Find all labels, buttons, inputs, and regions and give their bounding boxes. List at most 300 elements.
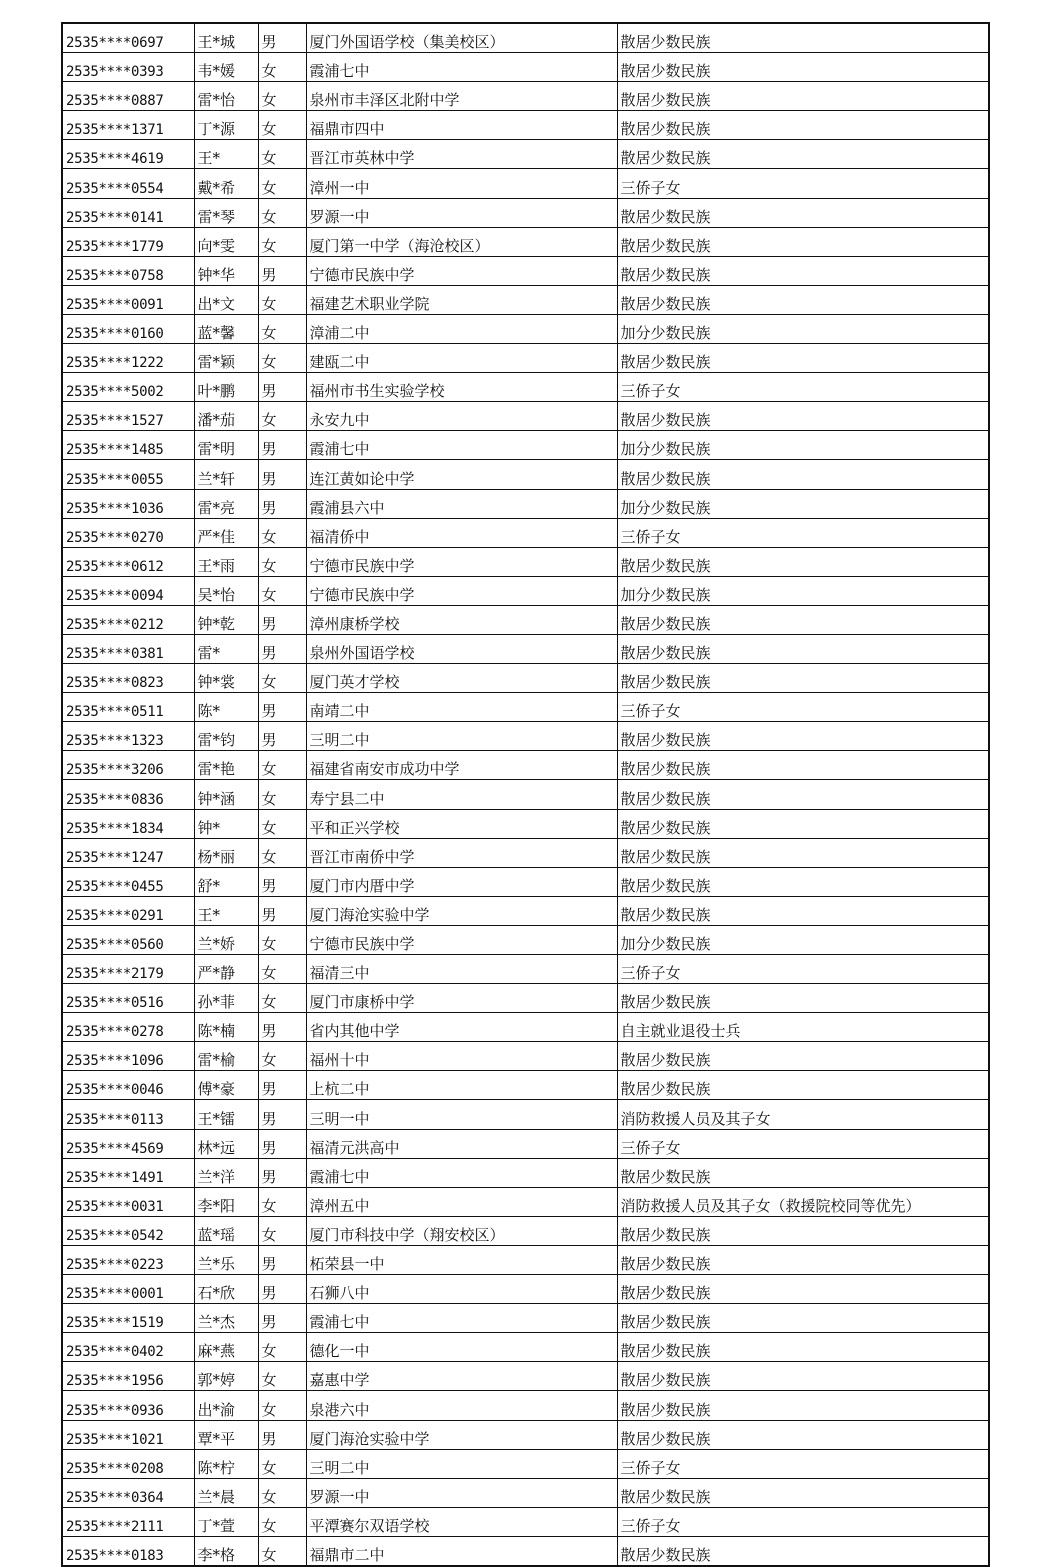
student-name-cell: 麻*燕 (194, 1333, 258, 1362)
student-name-cell: 雷*颖 (194, 344, 258, 373)
gender-cell: 女 (258, 198, 306, 227)
table-row (62, 1071, 989, 1100)
table-row (62, 198, 989, 227)
category-cell: 散居少数民族 (617, 984, 989, 1013)
exam-id-cell: 2535****1222 (62, 344, 194, 373)
table-row (62, 1275, 989, 1304)
table-row (62, 547, 989, 576)
exam-id-cell: 2535****0055 (62, 460, 194, 489)
gender-cell: 女 (258, 1187, 306, 1216)
table-row (62, 1391, 989, 1420)
roster-body (62, 23, 989, 1566)
school-cell: 漳州一中 (306, 169, 617, 198)
gender-cell: 女 (258, 1391, 306, 1420)
gender-cell: 男 (258, 693, 306, 722)
school-cell: 平和正兴学校 (306, 809, 617, 838)
student-name-cell: 王* (194, 140, 258, 169)
school-cell: 厦门英才学校 (306, 664, 617, 693)
exam-id-cell: 2535****0542 (62, 1216, 194, 1245)
category-cell: 散居少数民族 (617, 1245, 989, 1274)
gender-cell: 女 (258, 344, 306, 373)
gender-cell: 男 (258, 1304, 306, 1333)
gender-cell: 女 (258, 1333, 306, 1362)
table-row (62, 111, 989, 140)
gender-cell: 女 (258, 1042, 306, 1071)
gender-cell: 女 (258, 1478, 306, 1507)
exam-id-cell: 2535****1779 (62, 227, 194, 256)
table-row (62, 285, 989, 314)
exam-id-cell: 2535****0160 (62, 314, 194, 343)
student-name-cell: 潘*茄 (194, 402, 258, 431)
exam-id-cell: 2535****5002 (62, 373, 194, 402)
student-name-cell: 丁*萱 (194, 1507, 258, 1536)
exam-id-cell: 2535****0046 (62, 1071, 194, 1100)
exam-id-cell: 2535****1247 (62, 838, 194, 867)
gender-cell: 男 (258, 1100, 306, 1129)
student-name-cell: 韦*媛 (194, 53, 258, 82)
exam-id-cell: 2535****0091 (62, 285, 194, 314)
table-row (62, 634, 989, 663)
category-cell: 消防救援人员及其子女（救援院校同等优先） (617, 1187, 989, 1216)
gender-cell: 男 (258, 373, 306, 402)
table-row (62, 460, 989, 489)
student-name-cell: 雷*怡 (194, 82, 258, 111)
student-name-cell: 雷*钧 (194, 722, 258, 751)
category-cell: 散居少数民族 (617, 547, 989, 576)
student-name-cell: 吴*怡 (194, 576, 258, 605)
gender-cell: 男 (258, 867, 306, 896)
category-cell: 散居少数民族 (617, 111, 989, 140)
school-cell: 福清元洪高中 (306, 1129, 617, 1158)
exam-id-cell: 2535****1956 (62, 1362, 194, 1391)
school-cell: 福清三中 (306, 955, 617, 984)
student-name-cell: 严*佳 (194, 518, 258, 547)
student-name-cell: 钟*华 (194, 256, 258, 285)
gender-cell: 男 (258, 1275, 306, 1304)
student-name-cell: 出*文 (194, 285, 258, 314)
table-row (62, 1216, 989, 1245)
student-name-cell: 覃*平 (194, 1420, 258, 1449)
student-name-cell: 雷*榆 (194, 1042, 258, 1071)
student-name-cell: 钟* (194, 809, 258, 838)
school-cell: 福州市书生实验学校 (306, 373, 617, 402)
gender-cell: 女 (258, 227, 306, 256)
category-cell: 散居少数民族 (617, 1536, 989, 1566)
table-row (62, 140, 989, 169)
table-row (62, 1362, 989, 1391)
table-row (62, 1420, 989, 1449)
table-row (62, 314, 989, 343)
table-row (62, 518, 989, 547)
table-row (62, 1042, 989, 1071)
student-name-cell: 向*雯 (194, 227, 258, 256)
table-row (62, 1129, 989, 1158)
category-cell: 加分少数民族 (617, 489, 989, 518)
category-cell: 三侨子女 (617, 373, 989, 402)
exam-id-cell: 2535****0393 (62, 53, 194, 82)
student-name-cell: 钟*涵 (194, 780, 258, 809)
gender-cell: 女 (258, 780, 306, 809)
gender-cell: 女 (258, 576, 306, 605)
exam-id-cell: 2535****1371 (62, 111, 194, 140)
category-cell: 散居少数民族 (617, 256, 989, 285)
gender-cell: 女 (258, 955, 306, 984)
exam-id-cell: 2535****1036 (62, 489, 194, 518)
table-row (62, 838, 989, 867)
table-row (62, 1333, 989, 1362)
school-cell: 泉州外国语学校 (306, 634, 617, 663)
exam-id-cell: 2535****0141 (62, 198, 194, 227)
category-cell: 散居少数民族 (617, 1333, 989, 1362)
table-row (62, 344, 989, 373)
student-name-cell: 出*渝 (194, 1391, 258, 1420)
exam-id-cell: 2535****4619 (62, 140, 194, 169)
student-name-cell: 钟*乾 (194, 605, 258, 634)
exam-id-cell: 2535****4569 (62, 1129, 194, 1158)
exam-id-cell: 2535****1527 (62, 402, 194, 431)
exam-id-cell: 2535****0758 (62, 256, 194, 285)
exam-id-cell: 2535****0560 (62, 925, 194, 954)
school-cell: 寿宁县二中 (306, 780, 617, 809)
exam-id-cell: 2535****0554 (62, 169, 194, 198)
exam-id-cell: 2535****0823 (62, 664, 194, 693)
school-cell: 三明一中 (306, 1100, 617, 1129)
school-cell: 宁德市民族中学 (306, 547, 617, 576)
category-cell: 散居少数民族 (617, 751, 989, 780)
category-cell: 加分少数民族 (617, 925, 989, 954)
exam-id-cell: 2535****1834 (62, 809, 194, 838)
exam-id-cell: 2535****0223 (62, 1245, 194, 1274)
category-cell: 加分少数民族 (617, 431, 989, 460)
exam-id-cell: 2535****0516 (62, 984, 194, 1013)
gender-cell: 男 (258, 460, 306, 489)
exam-id-cell: 2535****1519 (62, 1304, 194, 1333)
gender-cell: 男 (258, 1158, 306, 1187)
student-name-cell: 严*静 (194, 955, 258, 984)
school-cell: 福清侨中 (306, 518, 617, 547)
school-cell: 宁德市民族中学 (306, 256, 617, 285)
exam-id-cell: 2535****0381 (62, 634, 194, 663)
table-row (62, 1507, 989, 1536)
student-name-cell: 杨*丽 (194, 838, 258, 867)
student-name-cell: 蓝*瑶 (194, 1216, 258, 1245)
category-cell: 三侨子女 (617, 1449, 989, 1478)
exam-id-cell: 2535****0278 (62, 1013, 194, 1042)
category-cell: 散居少数民族 (617, 605, 989, 634)
gender-cell: 女 (258, 1507, 306, 1536)
exam-id-cell: 2535****0936 (62, 1391, 194, 1420)
gender-cell: 女 (258, 547, 306, 576)
gender-cell: 男 (258, 1129, 306, 1158)
school-cell: 漳浦二中 (306, 314, 617, 343)
category-cell: 散居少数民族 (617, 1275, 989, 1304)
school-cell: 厦门海沧实验中学 (306, 1420, 617, 1449)
category-cell: 三侨子女 (617, 1507, 989, 1536)
exam-id-cell: 2535****0094 (62, 576, 194, 605)
student-name-cell: 王*城 (194, 23, 258, 53)
school-cell: 厦门第一中学（海沧校区） (306, 227, 617, 256)
exam-id-cell: 2535****0001 (62, 1275, 194, 1304)
student-name-cell: 雷*艳 (194, 751, 258, 780)
category-cell: 散居少数民族 (617, 896, 989, 925)
category-cell: 散居少数民族 (617, 460, 989, 489)
school-cell: 泉州市丰泽区北附中学 (306, 82, 617, 111)
exam-id-cell: 2535****0212 (62, 605, 194, 634)
gender-cell: 女 (258, 664, 306, 693)
gender-cell: 男 (258, 722, 306, 751)
student-name-cell: 陈*楠 (194, 1013, 258, 1042)
gender-cell: 男 (258, 896, 306, 925)
school-cell: 霞浦县六中 (306, 489, 617, 518)
category-cell: 散居少数民族 (617, 1158, 989, 1187)
exam-id-cell: 2535****1323 (62, 722, 194, 751)
school-cell: 德化一中 (306, 1333, 617, 1362)
category-cell: 散居少数民族 (617, 722, 989, 751)
student-name-cell: 雷*亮 (194, 489, 258, 518)
category-cell: 散居少数民族 (617, 1420, 989, 1449)
student-name-cell: 兰*轩 (194, 460, 258, 489)
table-row (62, 780, 989, 809)
gender-cell: 女 (258, 285, 306, 314)
gender-cell: 女 (258, 140, 306, 169)
school-cell: 连江黄如论中学 (306, 460, 617, 489)
table-row (62, 576, 989, 605)
gender-cell: 女 (258, 111, 306, 140)
table-row (62, 722, 989, 751)
exam-id-cell: 2535****2179 (62, 955, 194, 984)
student-name-cell: 兰*乐 (194, 1245, 258, 1274)
exam-id-cell: 2535****0455 (62, 867, 194, 896)
table-row (62, 693, 989, 722)
table-row (62, 925, 989, 954)
exam-id-cell: 2535****2111 (62, 1507, 194, 1536)
category-cell: 散居少数民族 (617, 402, 989, 431)
category-cell: 散居少数民族 (617, 23, 989, 53)
roster-table (61, 22, 990, 1567)
student-name-cell: 王*雨 (194, 547, 258, 576)
table-row (62, 489, 989, 518)
table-row (62, 867, 989, 896)
student-name-cell: 郭*婷 (194, 1362, 258, 1391)
school-cell: 厦门外国语学校（集美校区） (306, 23, 617, 53)
exam-id-cell: 2535****0031 (62, 1187, 194, 1216)
category-cell: 散居少数民族 (617, 634, 989, 663)
exam-id-cell: 2535****0836 (62, 780, 194, 809)
table-row (62, 53, 989, 82)
table-row (62, 431, 989, 460)
student-name-cell: 陈*柠 (194, 1449, 258, 1478)
school-cell: 嘉惠中学 (306, 1362, 617, 1391)
category-cell: 三侨子女 (617, 169, 989, 198)
student-name-cell: 王* (194, 896, 258, 925)
school-cell: 南靖二中 (306, 693, 617, 722)
school-cell: 霞浦七中 (306, 1304, 617, 1333)
exam-id-cell: 2535****0291 (62, 896, 194, 925)
gender-cell: 女 (258, 809, 306, 838)
category-cell: 散居少数民族 (617, 227, 989, 256)
school-cell: 晋江市南侨中学 (306, 838, 617, 867)
table-row (62, 1478, 989, 1507)
category-cell: 自主就业退役士兵 (617, 1013, 989, 1042)
table-row (62, 1158, 989, 1187)
school-cell: 福州十中 (306, 1042, 617, 1071)
student-name-cell: 王*镭 (194, 1100, 258, 1129)
table-row (62, 751, 989, 780)
student-name-cell: 李*格 (194, 1536, 258, 1566)
student-name-cell: 兰*洋 (194, 1158, 258, 1187)
gender-cell: 女 (258, 1216, 306, 1245)
category-cell: 散居少数民族 (617, 1478, 989, 1507)
table-row (62, 809, 989, 838)
student-name-cell: 蓝*馨 (194, 314, 258, 343)
table-row (62, 1304, 989, 1333)
school-cell: 厦门市内厝中学 (306, 867, 617, 896)
school-cell: 福建省南安市成功中学 (306, 751, 617, 780)
student-name-cell: 雷*明 (194, 431, 258, 460)
school-cell: 厦门市康桥中学 (306, 984, 617, 1013)
category-cell: 散居少数民族 (617, 1304, 989, 1333)
gender-cell: 男 (258, 489, 306, 518)
gender-cell: 女 (258, 984, 306, 1013)
table-row (62, 1449, 989, 1478)
table-row (62, 955, 989, 984)
category-cell: 散居少数民族 (617, 1071, 989, 1100)
table-row (62, 1013, 989, 1042)
exam-id-cell: 2535****0612 (62, 547, 194, 576)
gender-cell: 女 (258, 925, 306, 954)
gender-cell: 女 (258, 82, 306, 111)
school-cell: 厦门市科技中学（翔安校区） (306, 1216, 617, 1245)
school-cell: 三明二中 (306, 722, 617, 751)
exam-id-cell: 2535****3206 (62, 751, 194, 780)
gender-cell: 女 (258, 169, 306, 198)
student-name-cell: 雷* (194, 634, 258, 663)
gender-cell: 男 (258, 634, 306, 663)
table-row (62, 1245, 989, 1274)
school-cell: 漳州五中 (306, 1187, 617, 1216)
gender-cell: 男 (258, 431, 306, 460)
table-row (62, 1536, 989, 1566)
exam-id-cell: 2535****0270 (62, 518, 194, 547)
exam-id-cell: 2535****0183 (62, 1536, 194, 1566)
gender-cell: 女 (258, 1362, 306, 1391)
student-name-cell: 陈* (194, 693, 258, 722)
gender-cell: 男 (258, 1245, 306, 1274)
gender-cell: 男 (258, 23, 306, 53)
student-name-cell: 李*阳 (194, 1187, 258, 1216)
category-cell: 三侨子女 (617, 1129, 989, 1158)
exam-id-cell: 2535****0887 (62, 82, 194, 111)
school-cell: 霞浦七中 (306, 431, 617, 460)
school-cell: 晋江市英林中学 (306, 140, 617, 169)
table-row (62, 1187, 989, 1216)
category-cell: 散居少数民族 (617, 838, 989, 867)
table-row (62, 373, 989, 402)
category-cell: 散居少数民族 (617, 1042, 989, 1071)
school-cell: 泉港六中 (306, 1391, 617, 1420)
school-cell: 福鼎市四中 (306, 111, 617, 140)
student-name-cell: 丁*源 (194, 111, 258, 140)
gender-cell: 男 (258, 605, 306, 634)
exam-id-cell: 2535****1096 (62, 1042, 194, 1071)
exam-id-cell: 2535****1491 (62, 1158, 194, 1187)
school-cell: 上杭二中 (306, 1071, 617, 1100)
gender-cell: 女 (258, 402, 306, 431)
exam-id-cell: 2535****0364 (62, 1478, 194, 1507)
table-row (62, 169, 989, 198)
table-row (62, 605, 989, 634)
school-cell: 福建艺术职业学院 (306, 285, 617, 314)
student-name-cell: 林*远 (194, 1129, 258, 1158)
gender-cell: 女 (258, 518, 306, 547)
student-name-cell: 戴*希 (194, 169, 258, 198)
student-name-cell: 舒* (194, 867, 258, 896)
gender-cell: 女 (258, 838, 306, 867)
school-cell: 福鼎市二中 (306, 1536, 617, 1566)
table-row (62, 256, 989, 285)
table-row (62, 984, 989, 1013)
gender-cell: 男 (258, 1071, 306, 1100)
category-cell: 散居少数民族 (617, 198, 989, 227)
gender-cell: 男 (258, 256, 306, 285)
category-cell: 散居少数民族 (617, 1362, 989, 1391)
category-cell: 加分少数民族 (617, 314, 989, 343)
gender-cell: 女 (258, 53, 306, 82)
category-cell: 散居少数民族 (617, 140, 989, 169)
category-cell: 消防救援人员及其子女 (617, 1100, 989, 1129)
table-row (62, 402, 989, 431)
school-cell: 柘荣县一中 (306, 1245, 617, 1274)
school-cell: 罗源一中 (306, 1478, 617, 1507)
student-name-cell: 傅*豪 (194, 1071, 258, 1100)
exam-id-cell: 2535****1021 (62, 1420, 194, 1449)
exam-id-cell: 2535****0113 (62, 1100, 194, 1129)
table-row (62, 23, 989, 53)
gender-cell: 女 (258, 1449, 306, 1478)
category-cell: 散居少数民族 (617, 809, 989, 838)
table-row (62, 227, 989, 256)
table-row (62, 896, 989, 925)
school-cell: 永安九中 (306, 402, 617, 431)
school-cell: 漳州康桥学校 (306, 605, 617, 634)
table-row (62, 664, 989, 693)
school-cell: 三明二中 (306, 1449, 617, 1478)
table-row (62, 82, 989, 111)
student-name-cell: 兰*杰 (194, 1304, 258, 1333)
category-cell: 散居少数民族 (617, 780, 989, 809)
category-cell: 散居少数民族 (617, 1216, 989, 1245)
category-cell: 加分少数民族 (617, 576, 989, 605)
exam-id-cell: 2535****0208 (62, 1449, 194, 1478)
exam-id-cell: 2535****0697 (62, 23, 194, 53)
student-name-cell: 钟*裳 (194, 664, 258, 693)
category-cell: 散居少数民族 (617, 867, 989, 896)
student-name-cell: 孙*菲 (194, 984, 258, 1013)
school-cell: 平潭赛尔双语学校 (306, 1507, 617, 1536)
school-cell: 厦门海沧实验中学 (306, 896, 617, 925)
category-cell: 散居少数民族 (617, 53, 989, 82)
school-cell: 霞浦七中 (306, 1158, 617, 1187)
category-cell: 散居少数民族 (617, 285, 989, 314)
student-name-cell: 兰*晨 (194, 1478, 258, 1507)
gender-cell: 男 (258, 1013, 306, 1042)
exam-id-cell: 2535****1485 (62, 431, 194, 460)
category-cell: 散居少数民族 (617, 82, 989, 111)
school-cell: 罗源一中 (306, 198, 617, 227)
school-cell: 宁德市民族中学 (306, 576, 617, 605)
category-cell: 三侨子女 (617, 693, 989, 722)
table-row (62, 1100, 989, 1129)
